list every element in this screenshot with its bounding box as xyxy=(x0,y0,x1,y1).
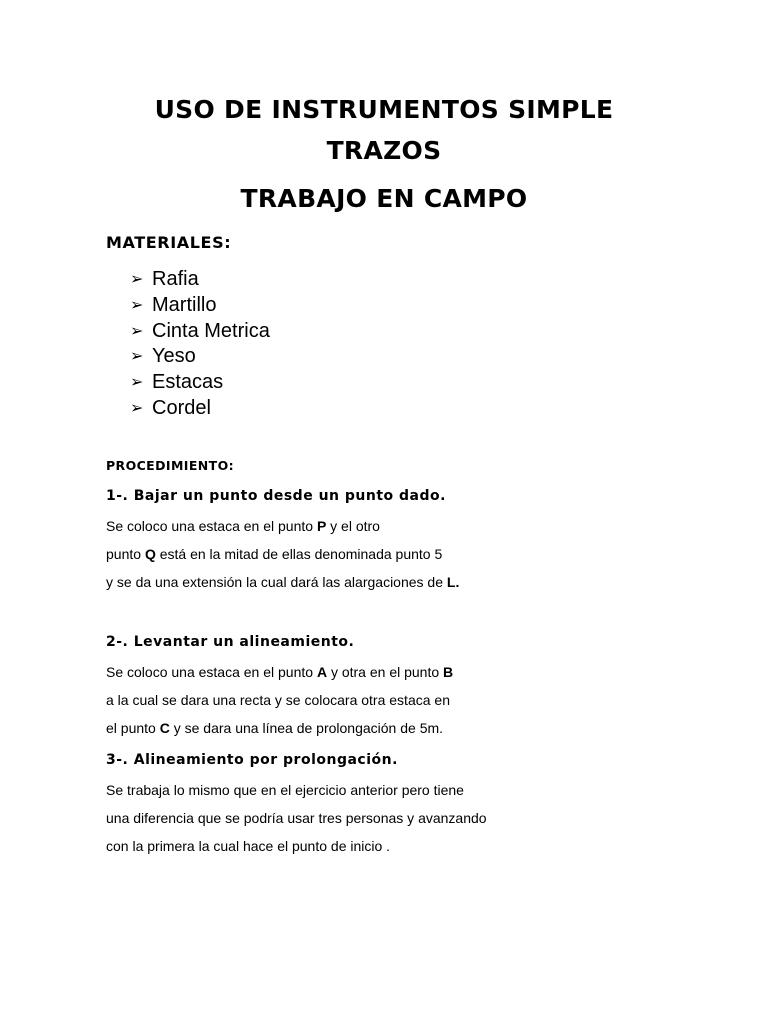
material-label: Martillo xyxy=(152,293,217,316)
arrowhead-bullet-icon: ➢ xyxy=(130,269,144,288)
list-item xyxy=(130,266,270,292)
material-label: Rafia xyxy=(152,268,199,290)
step-3-line-1: Se trabaja lo mismo que en el ejercicio anterior pero tiene xyxy=(106,782,464,798)
materiales-heading: MATERIALES: xyxy=(106,233,232,252)
step-3-title: 3-. Alineamiento por prolongación. xyxy=(106,752,398,768)
arrowhead-bullet-icon: ➢ xyxy=(130,372,144,392)
arrowhead-bullet-icon: ➢ xyxy=(130,320,144,340)
materials-list xyxy=(130,266,270,421)
step-1-line-3: y se da una extensión la cual dará las alargaciones de L. xyxy=(106,574,460,590)
step-3-line-2: una diferencia que se podría usar tres personas y avanzando xyxy=(106,810,487,826)
material-label: Cinta Metrica xyxy=(152,319,270,342)
list-item xyxy=(130,369,270,395)
step-1-line-2: punto Q está en la mitad de ellas denominada punto 5 xyxy=(106,546,443,562)
step-2-title: 2-. Levantar un alineamiento. xyxy=(106,634,355,650)
step-2-line-3: el punto C y se dara una línea de prolongación de 5m. xyxy=(106,720,444,736)
material-label: Estacas xyxy=(152,371,224,394)
arrowhead-bullet-icon: ➢ xyxy=(130,397,144,417)
title-line-2: TRAZOS xyxy=(326,136,442,165)
step-3-line-3: con la primera la cual hace el punto de inicio . xyxy=(106,838,391,854)
step-1-title: 1-. Bajar un punto desde un punto dado. xyxy=(106,488,446,504)
material-label: Cordel xyxy=(152,396,211,419)
list-item xyxy=(130,292,270,318)
list-item xyxy=(130,343,270,369)
procedimiento-heading: PROCEDIMIENTO: xyxy=(106,458,234,473)
step-2-line-1: Se coloco una estaca en el punto A y otra en el punto B xyxy=(106,664,454,680)
subtitle: TRABAJO EN CAMPO xyxy=(240,184,528,213)
list-item xyxy=(130,318,270,344)
step-2-line-2: a la cual se dara una recta y se colocara otra estaca en xyxy=(106,692,450,708)
material-label: Yeso xyxy=(152,345,196,368)
list-item xyxy=(130,395,270,421)
title-line-1: USO DE INSTRUMENTOS SIMPLE xyxy=(154,95,614,124)
arrowhead-bullet-icon: ➢ xyxy=(130,346,144,366)
step-1-line-1: Se coloco una estaca en el punto P y el otro xyxy=(106,518,380,534)
arrowhead-bullet-icon: ➢ xyxy=(130,294,144,314)
